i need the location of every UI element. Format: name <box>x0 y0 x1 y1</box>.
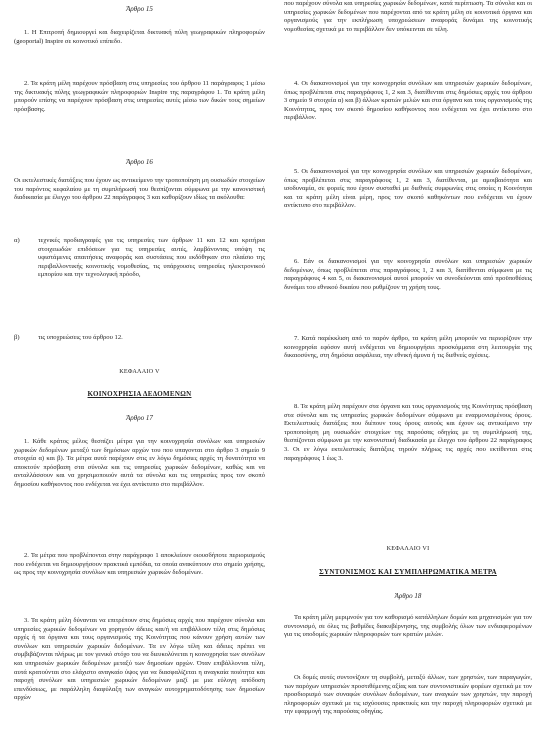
chapter-5-title <box>14 390 265 399</box>
article-18-paragraph-1: Τα κράτη μέλη μεριμνούν για τον καθορισμό κατάλληλων δομών και μηχανισμών για τον συντονισμό, σε όλες τις βαθμίδες διακυβέρνησης, της συμβολής όλων των ενδιαφερομένων για τις υποδομές χωρικών πληροφοριών των κρατών μελών. <box>284 614 532 639</box>
item-text: τεχνικές προδιαγραφές για τις υπηρεσίες των άρθρων 11 και 12 και κριτήρια στοιχειωδών επιδόσεων για τις υπηρεσίες αυτές, λαμβάνοντας υπόψη τις υφιστάμενες απαιτήσεις αναφοράς και συστάσεις που εκδόθηκαν στο πλαίσιο της περιβαλλοντικής κοινοτικής νομοθεσίας, τις υπάρχουσες υπηρεσίες ηλεκτρονικού εμπορίου και την τεχνολογική πρόοδο, <box>38 237 265 279</box>
chapter-6-title <box>284 568 532 577</box>
article-17-paragraph-1: 1. Κάθε κράτος μέλος θεσπίζει μέτρα για την κοινοχρησία συνόλων και υπηρεσιών χωρικών δεδομένων μεταξύ των δημόσιων αρχών του που υπαγονται στο άρθρο 3 σημείο 9 στοιχεία α) και β). Τα μέτρα αυτά παρέχουν στις εν λόγω δημόσιες αρχές τη δυνατότητα να αποκτούν πρόσβαση στα σύνολα και τις υπηρεσίες χωρικών δεδομένων, καθώς και να ανταλλάσσουν και να χρησιμοποιούν αυτά τα σύνολα και τις υπηρεσίες προς τον σκοπό δημοσίου καθήκοντος που ενδέχεται να έχει αντίκτυπο στο περιβάλλον. <box>14 438 265 488</box>
article-15-paragraph-1: 1. Η Επιτροπή δημιουργεί και διαχειρίζεται δικτυακή πύλη γεωγραφικών πληροφοριών (geoportal) Inspire σε κοινοτικό επίπεδο. <box>14 29 265 45</box>
article-15-paragraph-2: 2. Τα κράτη μέλη παρέχουν πρόσβαση στις υπηρεσίες του άρθρου 11 παράγραφος 1 μέσω της δικτυακής πύλης γεωγραφικών πληροφοριών Inspire της παραγράφου 1. Τα κράτη μέλη μπορούν επίσης να παρέχουν πρόσβαση στις υπηρεσίες αυτές μέσω των δικών τους σημείων πρόσβασης. <box>14 80 265 113</box>
item-text: τις υποχρεώσεις του άρθρου 12. <box>38 334 123 341</box>
chapter-6-label: ΚΕΦΑΛΑΙΟ VI <box>386 545 430 552</box>
article-17-paragraph-3-continued: που παρέχουν σύνολα και υπηρεσίες χωρικών δεδομένων, κατά περίπτωση. Τα σύνολα και οι υπηρεσίες χωρικών δεδομένων που παρέχονται από τα κράτη μέλη σε κοινοτικά όργανα και οργανισμούς για την εκπλήρωση υποχρεώσεων αναφοράς δυνάμει της κοινοτικής νομοθεσίας σχετικά με το περιβάλλον δεν υπόκεινται σε τέλη. <box>284 0 532 33</box>
chapter-6-title-text: ΣΥΝΤΟΝΙΣΜΟΣ ΚΑΙ ΣΥΜΠΛΗΡΩΜΑΤΙΚΑ ΜΕΤΡΑ <box>319 568 497 576</box>
article-17-paragraph-2: 2. Τα μέτρα που προβλέπονται στην παράγραφο 1 αποκλείουν οιουσδήποτε περιορισμούς που ενδέχεται να δημιουργήσουν πρακτικά εμπόδια, τα οποία ανακύπτουν στο σημείο χρήσης, ως προς την κοινοχρησία συνόλων και υπηρεσιών χωρικών δεδομένων. <box>14 552 265 577</box>
article-18-heading: Άρθρο 18 <box>394 592 422 600</box>
article-17-paragraph-6: 6. Εάν οι διακανονισμοί για την κοινοχρησία συνόλων και υπηρεσιών χωρικών δεδομένων, όπως προβλέπεται στις παραγράφους 1, 2 και 3, διατίθενται σύμφωνα με τις παραγράφους 4 και 5, οι διακανονισμοί αυτοί μπορούν να συνοδεύονται από προϋποθέσεις δυνάμει του εθνικού δικαίου που ρυθμίζουν τη χρήση τους. <box>284 258 532 291</box>
item-label: α) <box>14 237 20 244</box>
chapter-5-title-text: ΚΟΙΝΟΧΡΗΣΙΑ ΔΕΔΟΜΕΝΩΝ <box>87 390 192 398</box>
article-16-item-b <box>14 334 265 343</box>
article-17-paragraph-7: 7. Κατά παρέκκλιση από το παρόν άρθρο, τα κράτη μέλη μπορούν να περιορίζουν την κοινοχρησία εφόσον αυτή ενδέχεται να δημιουργήσει προσκόμματα στη λειτουργία της δικαιοσύνης, στη δημόσια ασφάλεια, την εθνική άμυνα ή τις διεθνείς σχέσεις. <box>284 335 532 360</box>
article-15-heading: Άρθρο 15 <box>126 5 153 13</box>
article-16-item-a <box>14 237 265 280</box>
item-label: β) <box>14 334 20 341</box>
article-18-paragraph-2: Οι δομές αυτές συντονίζουν τη συμβολή, μεταξύ άλλων, των χρηστών, των παραγωγών, των παρόχων υπηρεσιών προστιθέμενης αξίας και των συντονιστικών φορέων σχετικά με τον προσδιορισμό των συναφών συνόλων δεδομένων, των αναγκών των χρηστών, την παροχή πληροφοριών σχετικά με τις ισχύουσες πρακτικές και την παροχή πληροφοριών σχετικά με την εφαρμογή της παρούσας οδηγίας. <box>284 674 532 716</box>
article-17-heading: Άρθρο 17 <box>126 414 153 422</box>
article-16-heading: Άρθρο 16 <box>126 158 153 166</box>
article-16-intro: Οι εκτελεστικές διατάξεις που έχουν ως αντικείμενο την τροποποίηση μη ουσιωδών στοιχείων του παρόντος κεφαλαίου με τη συμπλήρωσή του θεσπίζονται σύμφωνα με την κανονιστική διαδικασία με έλεγχο του άρθρου 22 παράγραφος 3 και καθορίζουν ιδίως τα ακόλουθα: <box>14 177 265 202</box>
article-17-paragraph-8: 8. Τα κράτη μέλη παρέχουν στα όργανα και τους οργανισμούς της Κοινότητας πρόσβαση στα σύνολα και τις υπηρεσίες χωρικών δεδομένων σύμφωνα με εναρμονισμένους όρους. Εκτελεστικές διατάξεις που διέπουν τους όρους αυτούς και έχουν ως αντικείμενο την τροποποίηση μη ουσιωδών στοιχείων της παρούσας οδηγίας με τη συμπλήρωσή της, θεσπίζονται σύμφωνα με την κανονιστική διαδικασία με έλεγχο του άρθρου 22 παράγραφος 3. Οι εν λόγω εκτελεστικές διατάξεις τηρούν πλήρως τις αρχές που εκτίθενται στις παραγράφους 1 έως 3. <box>284 403 532 462</box>
article-17-paragraph-4: 4. Οι διακανονισμοί για την κοινοχρησία συνόλων και υπηρεσιών χωρικών δεδομένων, όπως προβλέπεται στις παραγράφους 1, 2 και 3, διατίθενται στις δημόσιες αρχές του άρθρου 3 σημείο 9 στοιχεία α) και β) άλλων κρατών μελών και στα όργανα και τους οργανισμούς της Κοινότητας, προς τον σκοπό δημοσίου καθήκοντος που ενδέχεται να έχει αντίκτυπο στο περιβάλλον. <box>284 80 532 122</box>
chapter-5-label: ΚΕΦΑΛΑΙΟ V <box>119 368 160 375</box>
article-17-paragraph-5: 5. Οι διακανονισμοί για την κοινοχρησία συνόλων και υπηρεσιών χωρικών δεδομένων, όπως προβλέπεται στις παραγράφους 1, 2 και 3, διατίθενται, με αμοιβαιότητα και ισοδυναμία, σε φορείς που έχουν συσταθεί με διεθνείς συμφωνίες στις οποίες η Κοινότητα και τα κράτη μέλη είναι μέρη, προς τον σκοπό καθηκόντων που ενδέχεται να έχουν αντίκτυπο στο περιβάλλον. <box>284 168 532 210</box>
article-17-paragraph-3: 3. Τα κράτη μέλη δύνανται να επιτρέπουν στις δημόσιες αρχές που παρέχουν σύνολα και υπηρεσίες χωρικών δεδομένων να χορηγούν άδειες και/ή να επιβάλλουν τέλη στις δημόσιες αρχές ή τα όργανα και τους οργανισμούς της Κοινότητας που κάνουν χρήση αυτών των συνόλων και υπηρεσιών χωρικών δεδομένων. Τα εν λόγω τέλη και άδειες πρέπει να συμβιβάζονται πλήρως με τον γενικό στόχο του να διευκολύνεται η κοινοχρησία των συνόλων και υπηρεσιών χωρικών δεδομένων μεταξύ των δημοσίων αρχών. Όταν επιβάλλονται τέλη, αυτά κρατούνται στο ελάχιστο αναγκαίο ύψος για να διασφαλίζεται η αναγκαία ποιότητα και παροχή συνόλων και υπηρεσιών χωρικών δεδομένων μαζί με μια εύλογη απόδοση επενδύσεως, με παράλληλη διαφύλαξη των αναγκών αυτοχρηματοδότησης των δημοσίων αρχών <box>14 617 265 702</box>
